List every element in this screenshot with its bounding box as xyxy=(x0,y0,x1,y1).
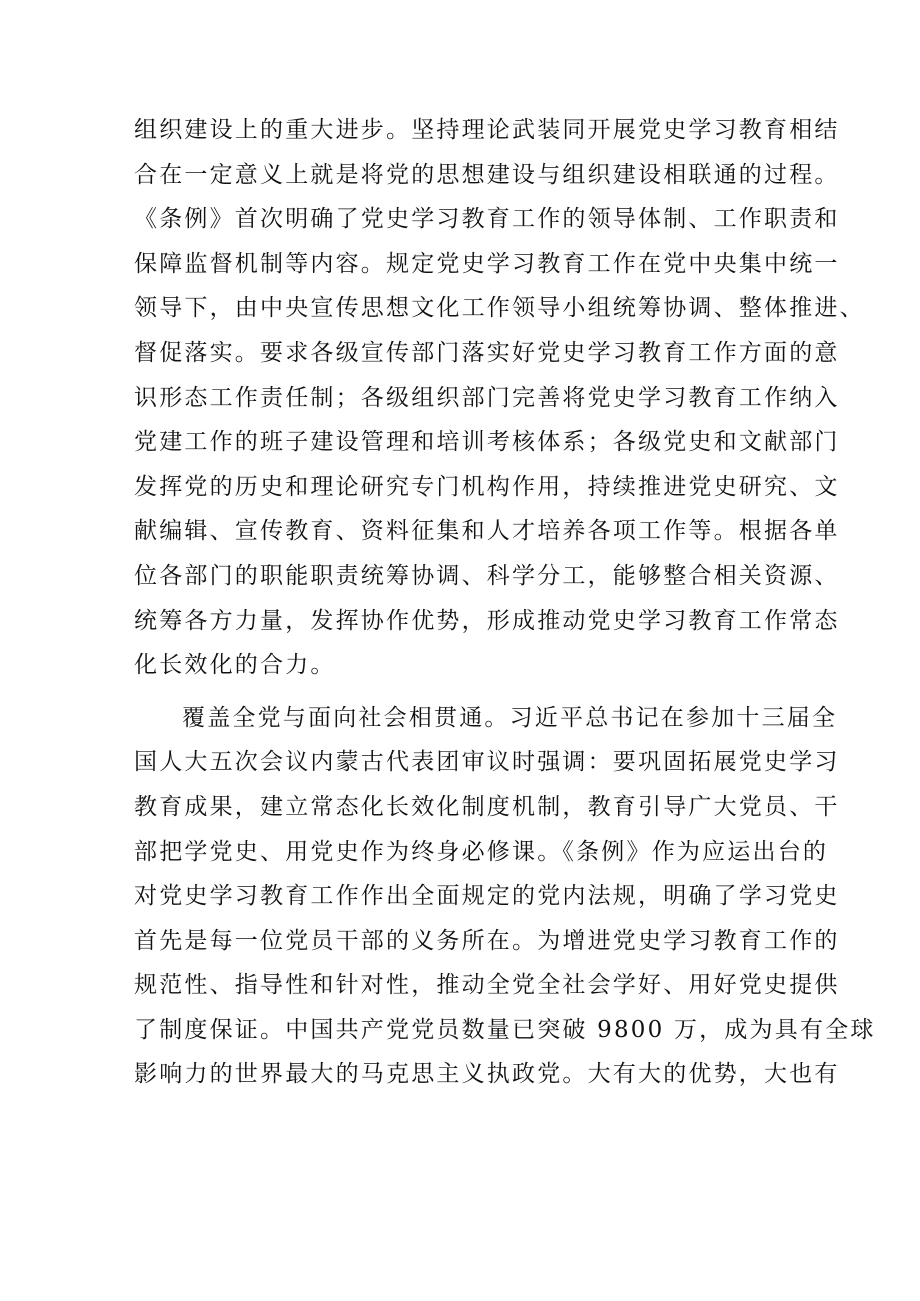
text-line: 领导下，由中央宣传思想文化工作领导小组统筹协调、整体推进、 xyxy=(134,295,865,322)
paragraph-1 xyxy=(134,108,865,688)
text-line: 组织建设上的重大进步。坚持理论武装同开展党史学习教育相结 xyxy=(134,117,840,143)
text-line: 督促落实。要求各级宣传部门落实好党史学习教育工作方面的意 xyxy=(134,339,840,366)
paragraph-spacer xyxy=(134,688,794,696)
text-line: 国人大五次会议内蒙古代表团审议时强调：要巩固拓展党史学习 xyxy=(134,749,840,776)
text-line: 了制度保证。中国共产党党员数量已突破 9800 万，成为具有全球 xyxy=(134,1016,876,1043)
text-line: 《条例》首次明确了党史学习教育工作的领导体制、工作职责和 xyxy=(134,206,840,233)
text-line: 教育成果，建立常态化长效化制度机制，教育引导广大党员、干 xyxy=(134,793,840,820)
text-line: 位各部门的职能职责统筹协调、科学分工，能够整合相关资源、 xyxy=(134,562,840,589)
paragraph-2 xyxy=(134,696,876,1097)
text-line-first: 覆盖全党与面向社会相贯通。习近平总书记在参加十三届全 xyxy=(182,704,838,731)
text-line: 识形态工作责任制；各级组织部门完善将党史学习教育工作纳入 xyxy=(134,384,840,411)
text-line: 合在一定意义上就是将党的思想建设与组织建设相联通的过程。 xyxy=(134,161,840,188)
text-line: 发挥党的历史和理论研究专门机构作用，持续推进党史研究、文 xyxy=(134,473,840,500)
document-body xyxy=(134,108,876,1097)
text-line: 党建工作的班子建设管理和培训考核体系；各级党史和文献部门 xyxy=(134,429,840,456)
text-line: 部把学党史、用党史作为终身必修课。《条例》作为应运出台的 xyxy=(134,838,829,865)
text-line: 首先是每一位党员干部的义务所在。为增进党史学习教育工作的 xyxy=(134,927,840,954)
text-line: 保障监督机制等内容。规定党史学习教育工作在党中央集中统一 xyxy=(134,250,840,277)
text-line: 统筹各方力量，发挥协作优势，形成推动党史学习教育工作常态 xyxy=(134,607,840,634)
text-line: 规范性、指导性和针对性，推动全党全社会学好、用好党史提供 xyxy=(134,972,840,999)
text-line: 献编辑、宣传教育、资料征集和人才培养各项工作等。根据各单 xyxy=(134,518,840,545)
text-line: 影响力的世界最大的马克思主义执政党。大有大的优势，大也有 xyxy=(134,1061,840,1088)
text-line: 对党史学习教育工作作出全面规定的党内法规，明确了学习党史 xyxy=(134,883,840,910)
text-line: 化长效化的合力。 xyxy=(134,652,336,679)
